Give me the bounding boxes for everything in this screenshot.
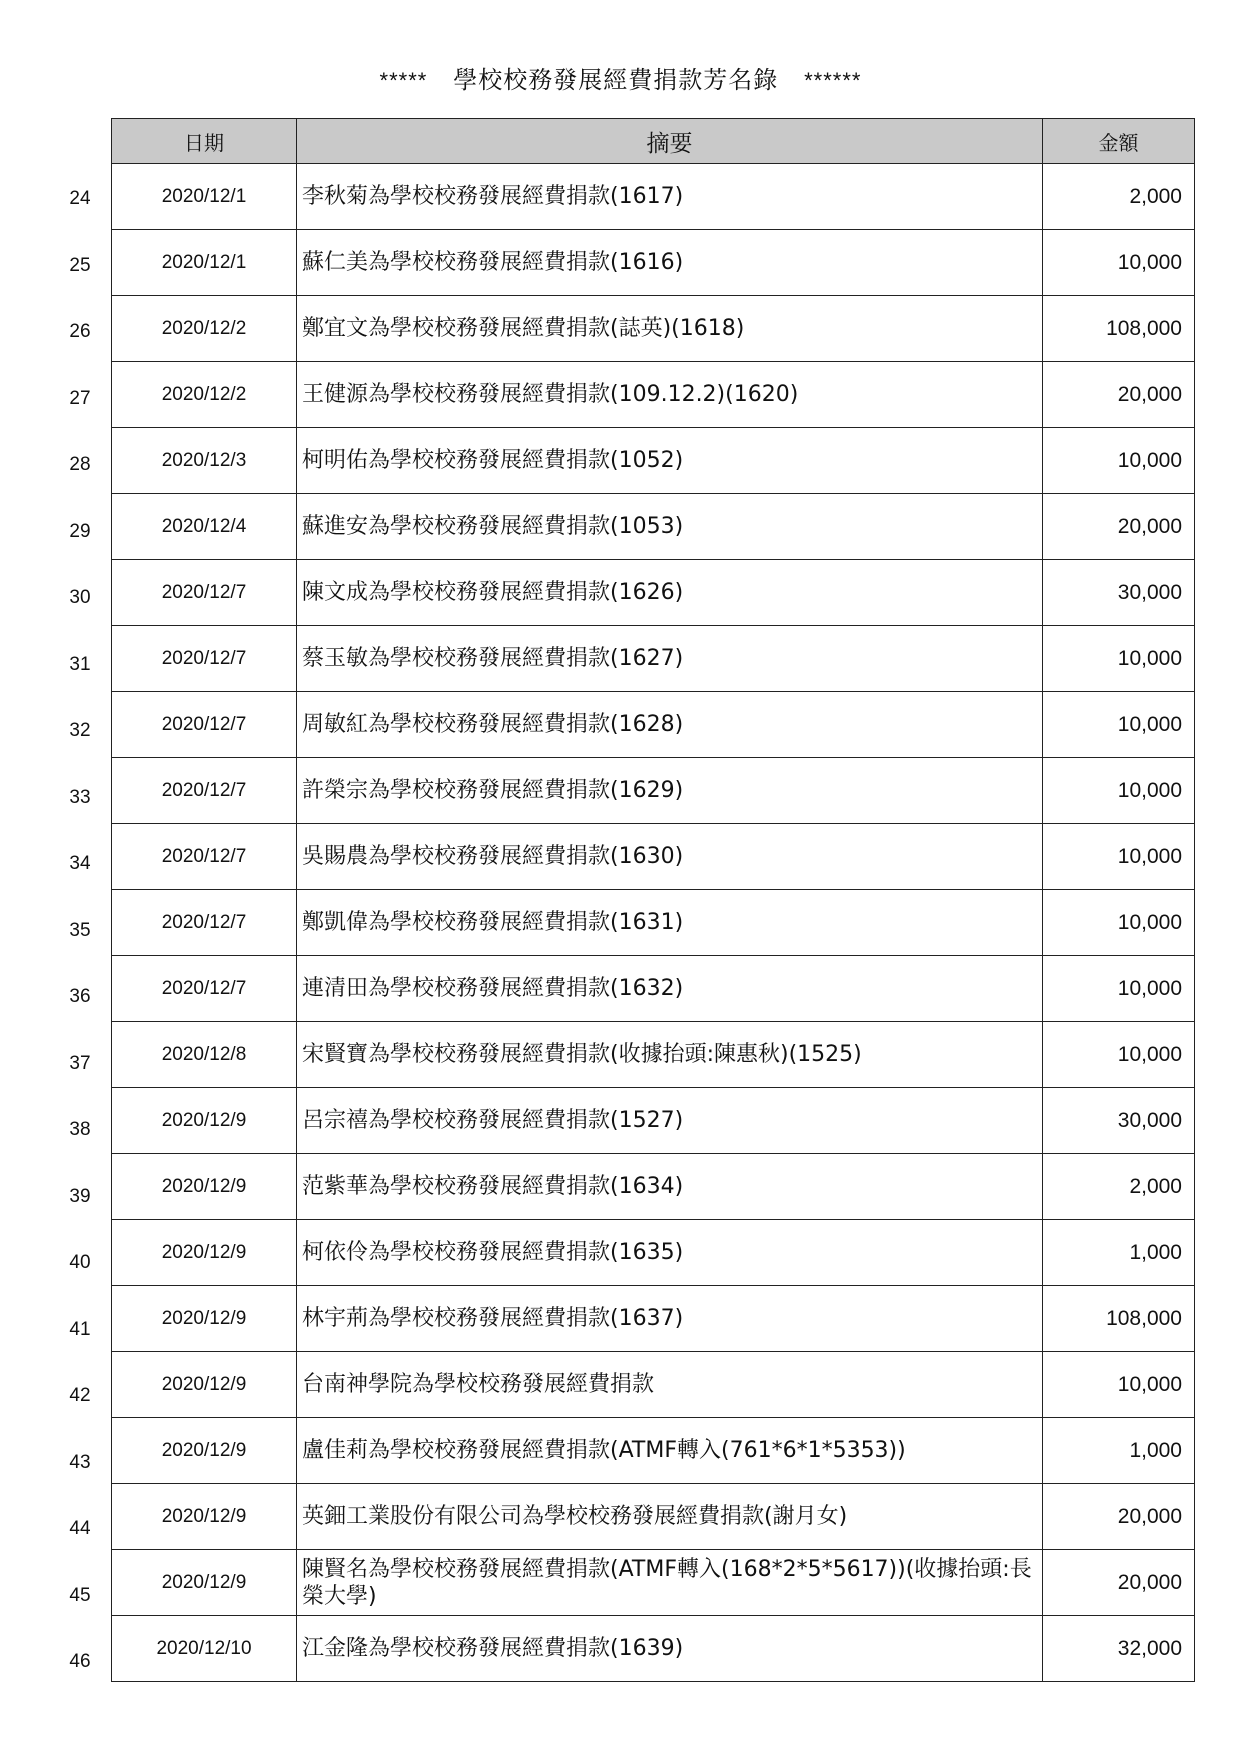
row-number: 31 xyxy=(69,653,91,675)
row-number-column xyxy=(40,166,120,1696)
cell-date: 2020/12/2 xyxy=(112,362,297,428)
cell-amount: 108,000 xyxy=(1043,296,1195,362)
row-number: 42 xyxy=(69,1385,91,1406)
table-row xyxy=(112,1418,1195,1484)
cell-date: 2020/12/9 xyxy=(112,1154,297,1220)
row-number: 28 xyxy=(69,454,91,475)
table-body xyxy=(112,164,1195,1682)
row-number: 24 xyxy=(69,188,91,209)
cell-date: 2020/12/1 xyxy=(112,164,297,230)
cell-amount: 20,000 xyxy=(1043,494,1195,560)
row-number: 27 xyxy=(69,387,91,409)
cell-amount: 10,000 xyxy=(1043,1352,1195,1418)
cell-date: 2020/12/9 xyxy=(112,1550,297,1616)
cell-amount: 1,000 xyxy=(1043,1220,1195,1286)
row-number: 45 xyxy=(69,1584,91,1606)
title-stars-left: ***** xyxy=(379,68,428,93)
table-row xyxy=(112,164,1195,230)
table-row xyxy=(112,824,1195,890)
table-row xyxy=(112,890,1195,956)
row-number: 37 xyxy=(69,1052,91,1074)
cell-amount: 10,000 xyxy=(1043,428,1195,494)
cell-summary: 許榮宗為學校校務發展經費捐款(1629) xyxy=(297,758,1043,824)
row-number: 43 xyxy=(69,1451,91,1473)
cell-date: 2020/12/7 xyxy=(112,824,297,890)
row-number: 44 xyxy=(69,1518,91,1539)
table-row xyxy=(112,428,1195,494)
row-number: 36 xyxy=(69,986,91,1007)
donation-table xyxy=(111,118,1195,1682)
cell-summary: 柯明佑為學校校務發展經費捐款(1052) xyxy=(297,428,1043,494)
table-row xyxy=(112,296,1195,362)
cell-date: 2020/12/9 xyxy=(112,1484,297,1550)
table-row xyxy=(112,758,1195,824)
cell-summary: 鄭宜文為學校校務發展經費捐款(誌英)(1618) xyxy=(297,296,1043,362)
cell-date: 2020/12/9 xyxy=(112,1418,297,1484)
table-row xyxy=(112,626,1195,692)
cell-amount: 2,000 xyxy=(1043,1154,1195,1220)
page-title xyxy=(0,60,1241,95)
cell-summary: 王健源為學校校務發展經費捐款(109.12.2)(1620) xyxy=(297,362,1043,428)
row-number: 26 xyxy=(69,321,91,342)
cell-date: 2020/12/1 xyxy=(112,230,297,296)
row-number: 33 xyxy=(69,786,91,808)
cell-date: 2020/12/7 xyxy=(112,560,297,626)
cell-date: 2020/12/4 xyxy=(112,494,297,560)
cell-amount: 10,000 xyxy=(1043,1022,1195,1088)
table-header-row xyxy=(112,119,1195,164)
cell-summary: 林宇荊為學校校務發展經費捐款(1637) xyxy=(297,1286,1043,1352)
cell-summary: 周敏紅為學校校務發展經費捐款(1628) xyxy=(297,692,1043,758)
table-row xyxy=(112,692,1195,758)
cell-summary: 陳賢名為學校校務發展經費捐款(ATMF轉入(168*2*5*5617))(收據抬頭:長榮大學) xyxy=(297,1550,1043,1616)
header-date: 日期 xyxy=(112,119,297,164)
cell-amount: 1,000 xyxy=(1043,1418,1195,1484)
cell-summary: 台南神學院為學校校務發展經費捐款 xyxy=(297,1352,1043,1418)
cell-summary: 鄭凱偉為學校校務發展經費捐款(1631) xyxy=(297,890,1043,956)
title-stars-right: ****** xyxy=(804,68,862,93)
cell-date: 2020/12/7 xyxy=(112,626,297,692)
cell-date: 2020/12/3 xyxy=(112,428,297,494)
cell-date: 2020/12/7 xyxy=(112,956,297,1022)
row-number: 29 xyxy=(69,520,91,542)
cell-date: 2020/12/9 xyxy=(112,1352,297,1418)
cell-amount: 2,000 xyxy=(1043,164,1195,230)
table-row xyxy=(112,1154,1195,1220)
cell-date: 2020/12/8 xyxy=(112,1022,297,1088)
cell-date: 2020/12/9 xyxy=(112,1088,297,1154)
cell-summary: 范紫華為學校校務發展經費捐款(1634) xyxy=(297,1154,1043,1220)
cell-date: 2020/12/2 xyxy=(112,296,297,362)
cell-amount: 10,000 xyxy=(1043,692,1195,758)
cell-summary: 呂宗禧為學校校務發展經費捐款(1527) xyxy=(297,1088,1043,1154)
title-text: 學校校務發展經費捐款芳名錄 xyxy=(453,66,779,94)
row-number: 25 xyxy=(69,254,91,276)
cell-amount: 20,000 xyxy=(1043,362,1195,428)
row-number: 30 xyxy=(69,587,91,608)
cell-summary: 江金隆為學校校務發展經費捐款(1639) xyxy=(297,1616,1043,1682)
table-row xyxy=(112,494,1195,560)
cell-date: 2020/12/7 xyxy=(112,758,297,824)
cell-summary: 吳賜農為學校校務發展經費捐款(1630) xyxy=(297,824,1043,890)
cell-amount: 10,000 xyxy=(1043,824,1195,890)
row-number: 34 xyxy=(69,853,91,874)
table-row xyxy=(112,1220,1195,1286)
cell-summary: 蘇仁美為學校校務發展經費捐款(1616) xyxy=(297,230,1043,296)
row-number: 41 xyxy=(69,1318,91,1340)
header-amount: 金額 xyxy=(1043,119,1195,164)
cell-summary: 宋賢寶為學校校務發展經費捐款(收據抬頭:陳惠秋)(1525) xyxy=(297,1022,1043,1088)
header-summary: 摘要 xyxy=(297,119,1043,164)
row-number: 46 xyxy=(69,1651,91,1672)
cell-amount: 20,000 xyxy=(1043,1550,1195,1616)
cell-amount: 32,000 xyxy=(1043,1616,1195,1682)
cell-summary: 蔡玉敏為學校校務發展經費捐款(1627) xyxy=(297,626,1043,692)
cell-amount: 20,000 xyxy=(1043,1484,1195,1550)
cell-amount: 30,000 xyxy=(1043,1088,1195,1154)
table-row xyxy=(112,1550,1195,1616)
cell-amount: 10,000 xyxy=(1043,890,1195,956)
cell-summary: 蘇進安為學校校務發展經費捐款(1053) xyxy=(297,494,1043,560)
cell-date: 2020/12/10 xyxy=(112,1616,297,1682)
row-number: 35 xyxy=(69,919,91,941)
cell-summary: 英鈿工業股份有限公司為學校校務發展經費捐款(謝月女) xyxy=(297,1484,1043,1550)
row-number: 39 xyxy=(69,1185,91,1207)
cell-date: 2020/12/9 xyxy=(112,1220,297,1286)
cell-summary: 陳文成為學校校務發展經費捐款(1626) xyxy=(297,560,1043,626)
cell-date: 2020/12/7 xyxy=(112,692,297,758)
table-row xyxy=(112,230,1195,296)
row-number: 32 xyxy=(69,720,91,741)
cell-summary: 李秋菊為學校校務發展經費捐款(1617) xyxy=(297,164,1043,230)
table-row xyxy=(112,1616,1195,1682)
cell-date: 2020/12/9 xyxy=(112,1286,297,1352)
cell-summary: 柯依伶為學校校務發展經費捐款(1635) xyxy=(297,1220,1043,1286)
row-number: 38 xyxy=(69,1119,91,1140)
cell-amount: 108,000 xyxy=(1043,1286,1195,1352)
table-row xyxy=(112,1088,1195,1154)
table-row xyxy=(112,1022,1195,1088)
cell-amount: 10,000 xyxy=(1043,230,1195,296)
cell-date: 2020/12/7 xyxy=(112,890,297,956)
table-row xyxy=(112,956,1195,1022)
cell-amount: 30,000 xyxy=(1043,560,1195,626)
cell-amount: 10,000 xyxy=(1043,626,1195,692)
cell-summary: 連清田為學校校務發展經費捐款(1632) xyxy=(297,956,1043,1022)
row-number: 40 xyxy=(69,1252,91,1273)
table-row xyxy=(112,1484,1195,1550)
table-row xyxy=(112,1352,1195,1418)
table-row xyxy=(112,362,1195,428)
cell-summary: 盧佳莉為學校校務發展經費捐款(ATMF轉入(761*6*1*5353)) xyxy=(297,1418,1043,1484)
cell-amount: 10,000 xyxy=(1043,758,1195,824)
table-row xyxy=(112,1286,1195,1352)
cell-amount: 10,000 xyxy=(1043,956,1195,1022)
table-row xyxy=(112,560,1195,626)
